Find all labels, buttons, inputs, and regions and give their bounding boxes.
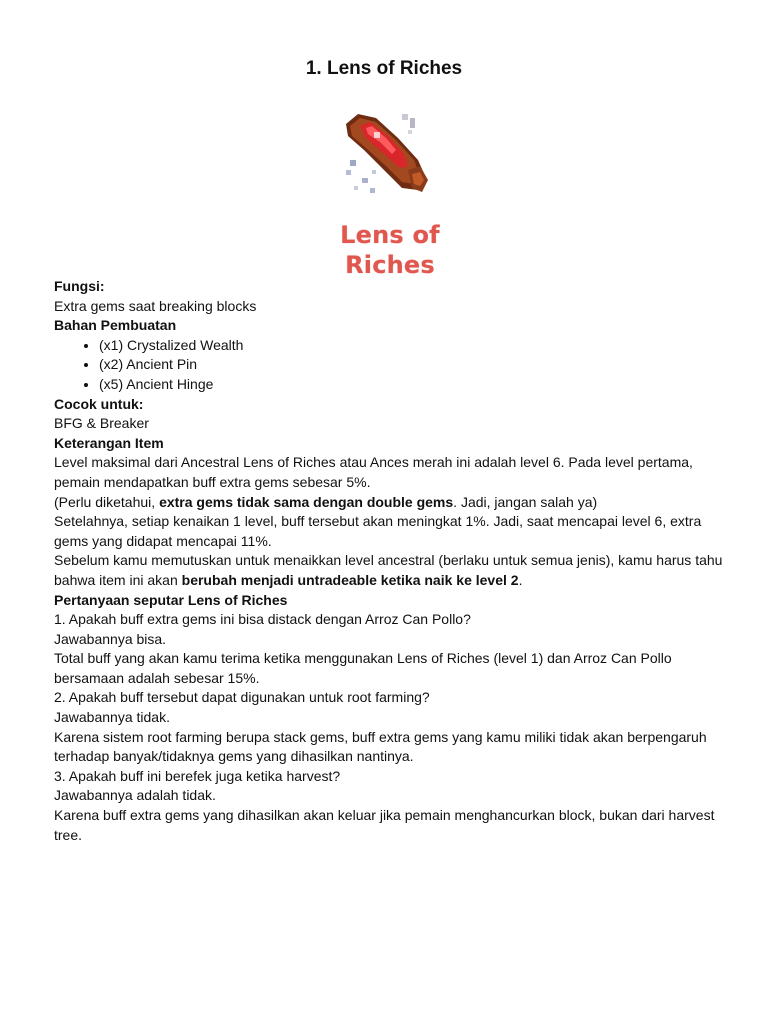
bold-text-run: extra gems tidak sama dengan double gems — [159, 493, 454, 510]
bahan-list — [54, 336, 724, 395]
faq-answer: Jawabannya tidak. — [54, 709, 170, 726]
faq-question: 2. Apakah buff tersebut dapat digunakan untuk root farming? — [54, 689, 430, 706]
faq-detail: Karena sistem root farming berupa stack gems, buff extra gems yang kamu miliki tidak akan berpengaruh terhadap banyak/tidaknya gems yang dihasilkan nantinya. — [54, 728, 707, 765]
text-run: . — [518, 571, 523, 588]
keterangan-heading: Keterangan Item — [54, 434, 164, 451]
list-item: • (x5) Ancient Hinge — [99, 375, 724, 395]
text-run: . Jadi, jangan salah ya) — [453, 493, 598, 510]
faq-answer: Jawabannya bisa. — [54, 630, 167, 647]
faq-question: 3. Apakah buff ini berefek juga ketika harvest? — [54, 767, 341, 784]
text-run: Sebelum kamu memutuskan untuk menaikkan level ancestral (berlaku untuk semua jenis), kamu harus tahu bahwa item ini akan — [54, 552, 723, 588]
keterangan-paragraph-4 — [54, 551, 724, 590]
faq-heading: Pertanyaan seputar Lens of Riches — [54, 591, 288, 608]
page-title: 1. Lens of Riches — [305, 58, 463, 79]
bold-text-run: berubah menjadi untradeable ketika naik ke level 2 — [181, 571, 519, 588]
keterangan-paragraph-2 — [54, 493, 724, 513]
cocok-text: BFG & Breaker — [54, 415, 149, 432]
keterangan-paragraph-1: Level maksimal dari Ancestral Lens of Riches atau Ances merah ini adalah level 6. Pada level pertama, pemain mendapatkan buff extra gems sebesar 5%. — [54, 454, 693, 490]
faq-answer: Jawabannya adalah tidak. — [54, 787, 216, 804]
faq-detail: Karena buff extra gems yang dihasilkan akan keluar jika pemain menghancurkan block, bukan dari harvest tree. — [54, 807, 715, 843]
bahan-heading: Bahan Pembuatan — [54, 317, 177, 334]
text-run: (Perlu diketahui, — [54, 493, 160, 510]
fungsi-text: Extra gems saat breaking blocks — [54, 297, 257, 314]
fungsi-heading: Fungsi: — [54, 278, 105, 294]
list-item: • (x1) Crystalized Wealth — [99, 336, 724, 356]
article-body — [54, 277, 724, 845]
item-image-caption: Lens of Riches — [340, 221, 440, 279]
keterangan-paragraph-3: Setelahnya, setiap kenaikan 1 level, buff tersebut akan meningkat 1%. Jadi, saat mencapai level 6, extra gems yang didapat mencapai 11%. — [54, 513, 702, 549]
cocok-heading: Cocok untuk: — [54, 395, 144, 412]
faq-detail: Total buff yang akan kamu terima ketika menggunakan Lens of Riches (level 1) dan Arroz Can Pollo bersamaan adalah sebesar 15%. — [54, 650, 672, 686]
lens-of-riches-item-icon — [336, 108, 440, 200]
faq-question: 1. Apakah buff extra gems ini bisa distack dengan Arroz Can Pollo? — [54, 611, 471, 628]
item-image — [300, 108, 480, 279]
list-item: • (x2) Ancient Pin — [99, 355, 724, 375]
